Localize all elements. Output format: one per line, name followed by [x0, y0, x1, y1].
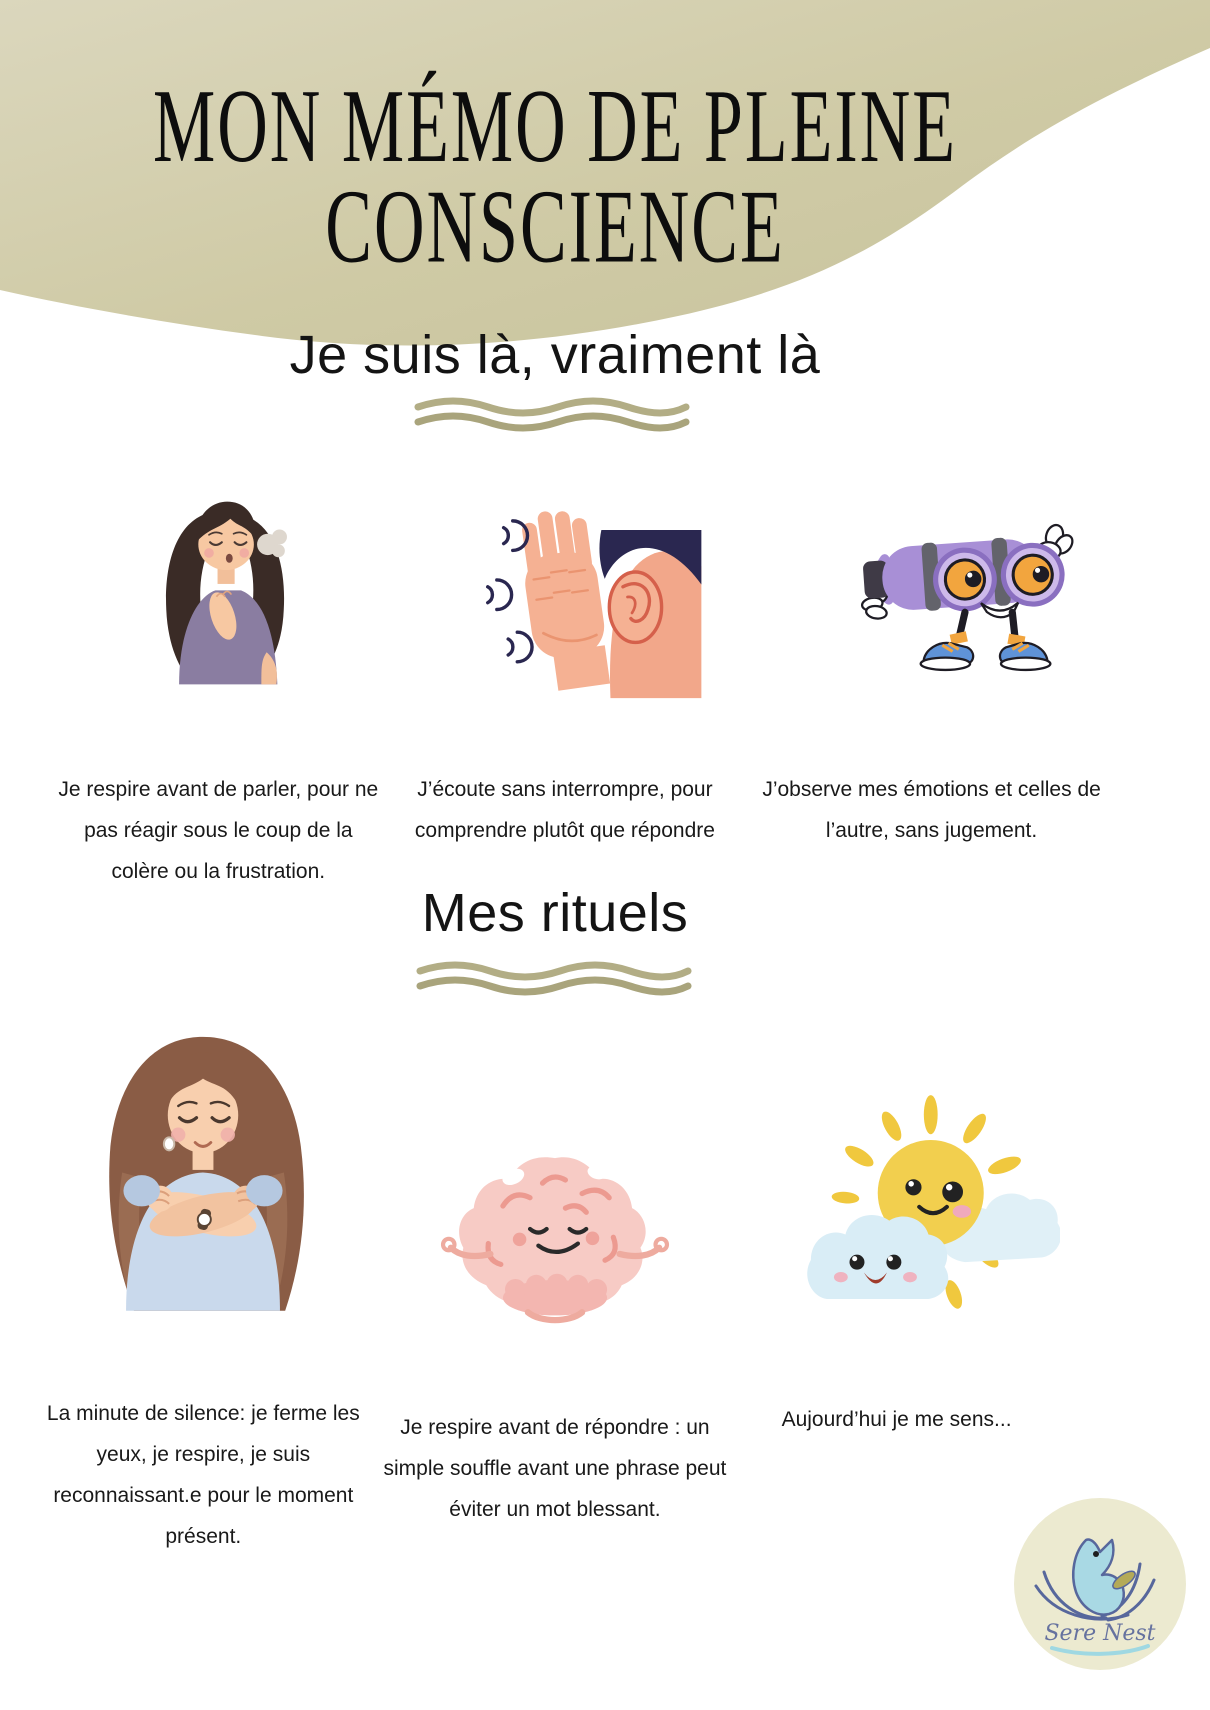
presence-row — [25, 436, 1185, 893]
squiggle-underline-icon — [412, 396, 694, 432]
woman-breathing-illustration — [115, 440, 350, 730]
presence-item-listen — [372, 436, 759, 893]
caption-today-i-feel: Aujourd’hui je me sens... — [781, 1408, 1012, 1431]
squiggle-underline-icon — [414, 960, 696, 996]
page-title — [0, 69, 1110, 286]
caption-observe-emotions: J’observe mes émotions et celles de l’autre, sans jugement. — [762, 778, 1101, 842]
caption-listen-without-interrupting: J’écoute sans interrompre, pour comprendre plutôt que répondre — [414, 778, 715, 842]
page-title-line2: CONSCIENCE — [325, 170, 785, 286]
caption-minute-of-silence: La minute de silence: je ferme les yeux, je respire, je suis reconnaissant.e pour le moment présent. — [46, 1402, 360, 1548]
section-heading-rituals: Mes rituels — [421, 883, 689, 943]
meditating-brain-illustration — [430, 1131, 680, 1329]
caption-breathe-before-speaking: Je respire avant de parler, pour ne pas réagir sous le coup de la colère ou la frustration. — [58, 778, 379, 883]
listening-ear-illustration — [465, 467, 715, 702]
presence-item-observe — [738, 436, 1125, 893]
self-hug-illustration — [53, 1003, 353, 1329]
ritual-item-feelings — [703, 1002, 1090, 1558]
ritual-item-silence — [10, 1002, 397, 1558]
sun-and-cloud-illustration — [760, 1087, 1060, 1329]
presence-item-breathe — [25, 436, 412, 893]
ritual-item-breathe-before-answering — [362, 1002, 749, 1558]
page-title-line1: MON MÉMO DE PLEINE — [152, 69, 958, 185]
logo-wordmark: Sere Nest — [1044, 1621, 1156, 1646]
rituals-row — [25, 1002, 1185, 1558]
caption-breathe-before-answering: Je respire avant de répondre : un simple souffle avant une phrase peut éviter un mot blessant. — [383, 1416, 727, 1521]
serenest-logo — [1012, 1496, 1188, 1672]
binoculars-character-illustration — [842, 497, 1092, 672]
section-heading-presence: Je suis là, vraiment là — [289, 325, 821, 385]
